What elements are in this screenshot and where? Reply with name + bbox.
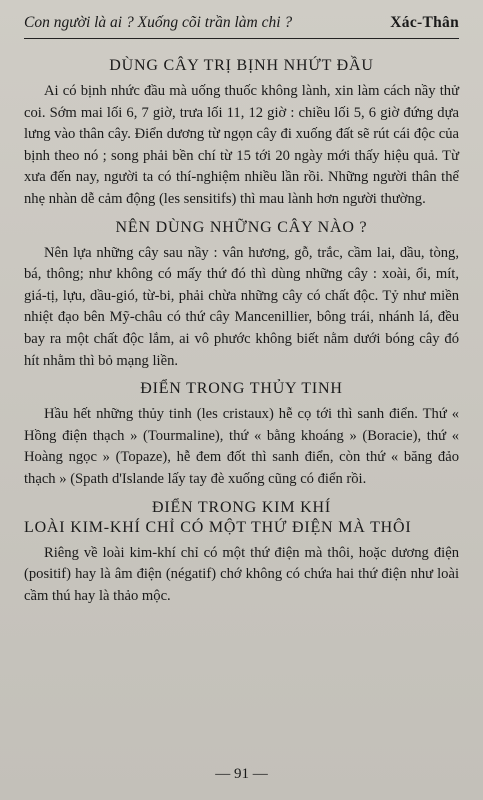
section-5-paragraph: Riêng về loài kim-khí chỉ có một thứ điện mà thôi, hoặc dương điện (positif) hay là âm điện (négatif) chớ không có chứa hai thứ điện như loài cầm thú hay là thảo mộc. <box>24 544 459 604</box>
page-number: — 91 — <box>215 766 268 782</box>
header-title: Con người là ai ? Xuống cõi trần làm chi ? <box>24 14 293 31</box>
running-header <box>24 14 459 39</box>
section-3-paragraph: Hầu hết những thủy tinh (les cristaux) hễ cọ tới thì sanh điển. Thứ « Hồng điện thạch » (Tourmaline), thứ « bằng khoáng » (Boracie), thứ « Hoàng ngọc » (Topaze), hễ đem đốt thì sanh điển, còn thứ « băng đảo thạch » (Spath d'Islande lấy tay đè xuống cũng có điển rồi. <box>24 406 459 487</box>
section-heading-2: NÊN DÙNG NHỮNG CÂY NÀO ? <box>115 218 368 236</box>
section-1-paragraph: Ai có bịnh nhức đầu mà uống thuốc không lành, xin làm cách nầy thử coi. Sớm mai lối 6, 7 giờ, trưa lối 11, 12 giờ : chiều lối 5, 6 giờ đứng dựa lưng vào thân cây. Điển dương từ ngọn cây đi xuống đất sẽ rút cái độc của bịnh theo nó ; song phải bền chí từ 15 tới 20 ngày mới thấy hiệu quả. Từ xưa đến nay, người ta có thí-nghiệm nhiều lần rồi. Những người thân thể nhẹ nhàn dễ cảm động (les sensitifs) thì mau lành hơn người thường. <box>24 83 459 207</box>
section-heading-5: LOÀI KIM-KHÍ CHỈ CÓ MỘT THỨ ĐIỆN MÀ THÔI <box>24 518 412 536</box>
section-heading-3: ĐIỂN TRONG THỦY TINH <box>140 380 343 398</box>
section-heading-4: ĐIỂN TRONG KIM KHÍ <box>152 498 331 516</box>
header-author: Xác-Thân <box>390 14 459 31</box>
section-2-paragraph: Nên lựa những cây sau nầy : vân hương, gỗ, trắc, cầm lai, dầu, tòng, bá, thông; như không có mấy thứ đó thì dùng những cây : xoài, ổi, mít, giá-tị, lựu, dầu-gió, từ-bi, phải chừa những cây có chất độc. Tỷ như miền nhiệt đạo bên Mỹ-châu có thứ cây Mancenillier, bông trái, nhánh lá, đều bay ra một chất độc lắm, ai vô phước không biết nằm dưới bóng cây đó hít nhằm thì bỏ mạng liền. <box>24 244 459 369</box>
section-heading-1: DÙNG CÂY TRỊ BỊNH NHỨT ĐẦU <box>109 57 374 74</box>
